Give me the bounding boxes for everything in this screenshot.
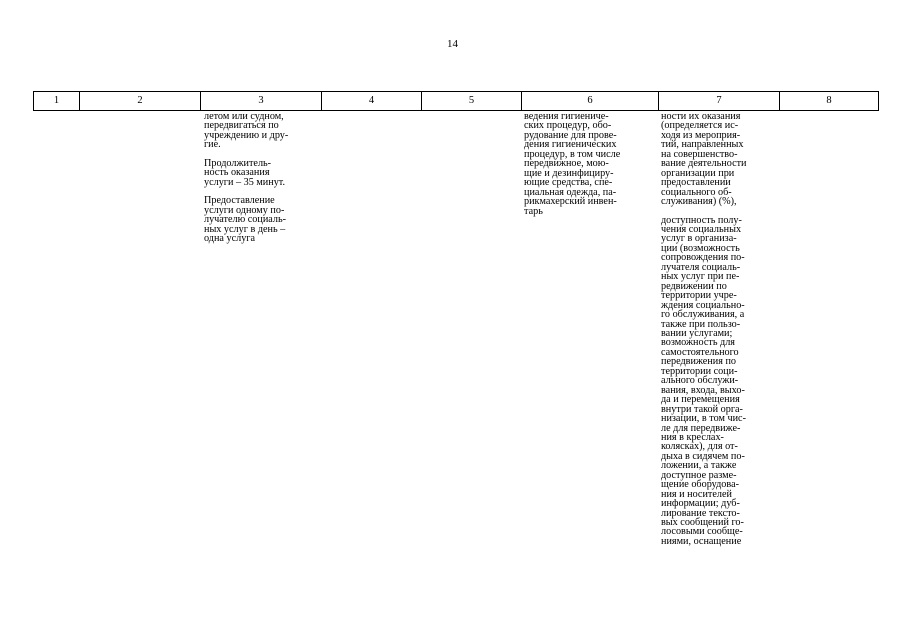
table-header-row bbox=[33, 91, 879, 111]
column-7-cell bbox=[661, 112, 777, 555]
service-conditions-text: летом или судном, передвигаться по учреждению и дру- гие. bbox=[204, 111, 289, 151]
quality-indicator-text: ности их оказания (определяется ис- ходя из мероприя- тий, направленных на совершенство- вание деятельности организации при предоставлении социального об- служивания) (%), bbox=[661, 111, 747, 208]
accessibility-text: доступность полу- чения социальных услуг в организа- ции (возможность сопровождения по- лучателя социаль- ных услуг при пе- редвижении по территории учре- ждения социально- го обслуживания, а также при пользо- вании услугами; возможность для самостоятельного передвижения по территории соци- ального обслужи- вания, входа, выхо- да и перемещения внутри такой орга- низации, в том чис- ле для передвиже- ния в креслах- колясках), для от- дыха в сидячем по- ложении, а также доступное разме- щение оборудова- ния и носителей информации; дуб- лирование тексто- вых сообщений го- лосовыми сообще- ниями, оснащение bbox=[661, 214, 746, 547]
column-header-4: 4 bbox=[321, 92, 421, 110]
service-frequency-text: Предоставление услуги одному по- лучателю социаль- ных услуг в день – одна услуга bbox=[204, 195, 287, 244]
column-header-1: 1 bbox=[53, 95, 60, 106]
column-header-3: 3 bbox=[200, 92, 321, 110]
column-header-7: 7 bbox=[658, 92, 779, 110]
column-6-cell bbox=[524, 112, 656, 225]
page-number: 14 bbox=[447, 38, 458, 50]
column-header-8: 8 bbox=[779, 92, 878, 110]
column-header-6: 6 bbox=[521, 92, 658, 110]
column-header-2: 2 bbox=[79, 92, 200, 110]
equipment-text: ведения гигиениче- ских процедур, обо- рудование для прове- дения гигиенических процедур, в том числе передвижное, мою- щие и дезинфициру- ющие средства, спе- циальная одежда, па- рикмахерский инвен- тарь bbox=[524, 111, 621, 217]
service-duration-text: Продолжитель- ность оказания услуги – 35 минут. bbox=[204, 157, 286, 188]
column-header-5: 5 bbox=[421, 92, 521, 110]
column-3-cell bbox=[204, 112, 320, 252]
